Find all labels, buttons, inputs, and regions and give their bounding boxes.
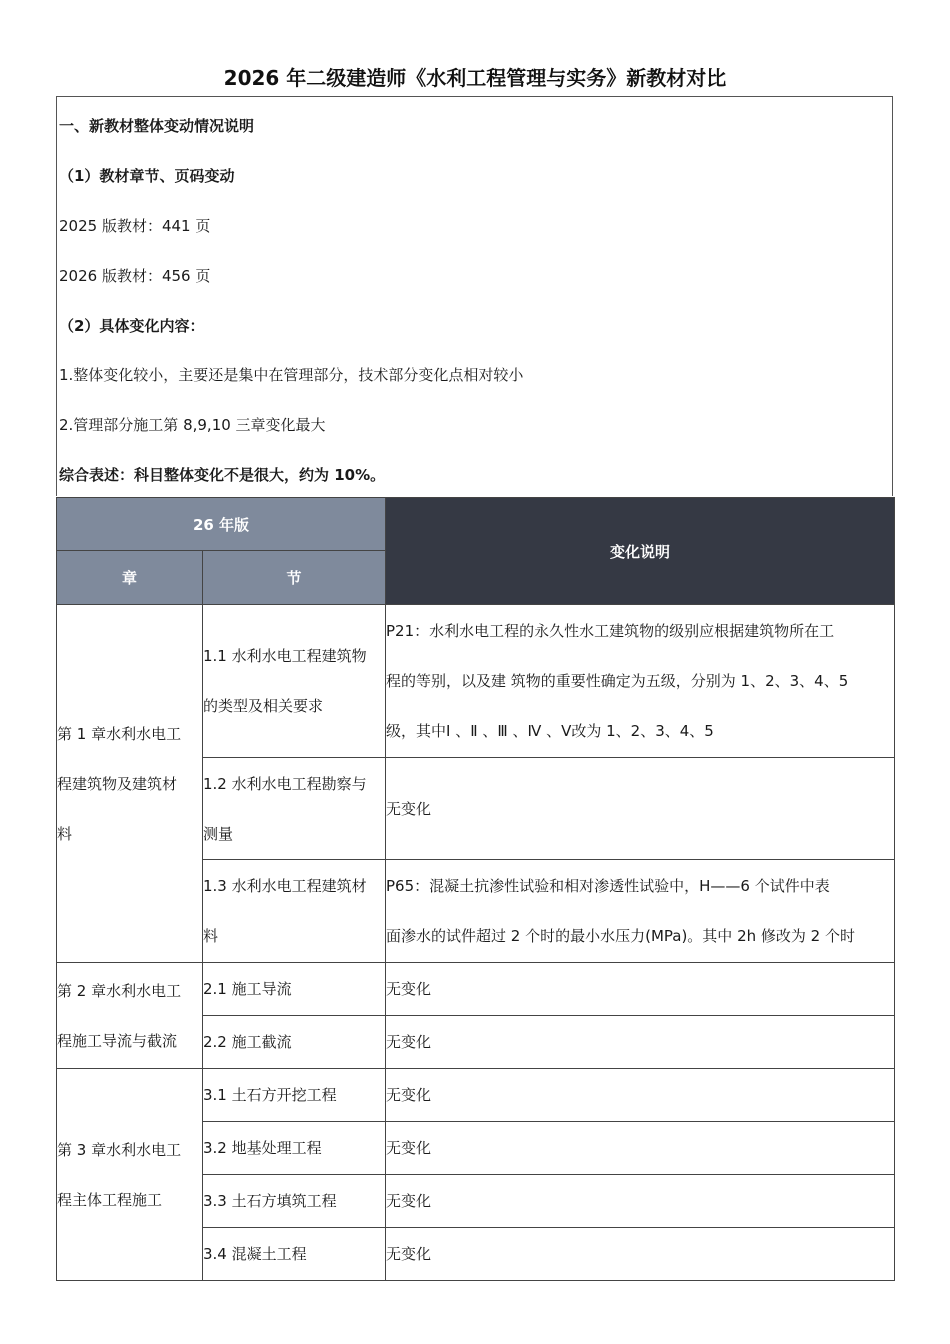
section-line: 3.3 土石方填筑工程 [203, 1192, 337, 1210]
change-line: 级，其中Ⅰ 、Ⅱ 、Ⅲ 、Ⅳ 、Ⅴ改为 1、2、3、4、5 [386, 722, 714, 740]
change-point-2: 2.管理部分施工第 8,9,10 三章变化最大 [59, 416, 326, 434]
section-heading: 一、新教材整体变动情况说明 [59, 117, 255, 135]
section-line: 的类型及相关要求 [203, 697, 324, 715]
section-cell [203, 1069, 386, 1122]
chapter-cell [57, 963, 203, 1069]
change-cell [386, 1016, 895, 1069]
section-cell [203, 860, 386, 963]
section-cell [203, 1016, 386, 1069]
change-cell [386, 605, 895, 758]
table-row [57, 1069, 895, 1122]
pages-2025: 2025 版教材：441 页 [59, 217, 211, 235]
section-cell [203, 1175, 386, 1228]
change-cell [386, 860, 895, 963]
change-line: 无变化 [386, 799, 432, 818]
chapter-line: 程施工导流与截流 [57, 1031, 178, 1050]
change-cell [386, 1122, 895, 1175]
table-row [57, 963, 895, 1016]
header-change: 变化说明 [386, 498, 895, 605]
pages-2026: 2026 版教材：456 页 [59, 267, 211, 285]
change-line: 无变化 [386, 1139, 432, 1157]
header-section: 节 [203, 551, 386, 605]
change-cell [386, 758, 895, 860]
change-line: 无变化 [386, 1245, 432, 1263]
section-line: 1.3 水利水电工程建筑材 [203, 877, 367, 895]
chapter-line: 第 2 章水利水电工 [57, 981, 182, 1000]
change-cell [386, 1175, 895, 1228]
chapter-line: 第 1 章水利水电工 [57, 724, 182, 743]
change-line: 无变化 [386, 1086, 432, 1104]
change-line: P65：混凝土抗渗性试验和相对渗透性试验中，H——6 个试件中表 [386, 877, 830, 895]
section-line: 2.1 施工导流 [203, 980, 292, 998]
chapter-cell [57, 605, 203, 963]
section-cell [203, 605, 386, 758]
section-line: 2.2 施工截流 [203, 1033, 292, 1051]
chapter-line: 程建筑物及建筑材 [57, 774, 178, 793]
header-edition: 26 年版 [57, 498, 386, 551]
section-line: 1.2 水利水电工程勘察与 [203, 774, 367, 793]
chapter-line: 料 [57, 824, 73, 843]
table-row [57, 605, 895, 758]
change-cell [386, 1069, 895, 1122]
section-cell [203, 1228, 386, 1281]
section-line: 测量 [203, 824, 234, 843]
section-cell [203, 758, 386, 860]
section-line: 1.1 水利水电工程建筑物 [203, 647, 367, 665]
section-line: 料 [203, 927, 219, 945]
change-line: 程的等别，以及建 筑物的重要性确定为五级，分别为 1、2、3、4、5 [386, 672, 849, 690]
comparison-table [56, 497, 895, 1281]
section-cell [203, 1122, 386, 1175]
intro-box [56, 96, 893, 496]
section-line: 3.4 混凝土工程 [203, 1245, 307, 1263]
section-cell [203, 963, 386, 1016]
section-line: 3.2 地基处理工程 [203, 1139, 322, 1157]
change-line: 面渗水的试件超过 2 个时的最小水压力(MPa)。其中 2h 修改为 2 个时 [386, 927, 855, 945]
chapter-cell [57, 1069, 203, 1281]
sub-heading-pages: （1）教材章节、页码变动 [59, 167, 235, 185]
change-point-1: 1.整体变化较小，主要还是集中在管理部分，技术部分变化点相对较小 [59, 366, 524, 384]
table-body [57, 605, 895, 1281]
change-line: 无变化 [386, 980, 432, 998]
sub-heading-changes: （2）具体变化内容： [59, 317, 205, 335]
change-line: 无变化 [386, 1033, 432, 1051]
section-line: 3.1 土石方开挖工程 [203, 1086, 337, 1104]
change-line: 无变化 [386, 1192, 432, 1210]
header-chapter: 章 [57, 551, 203, 605]
change-line: P21：水利水电工程的永久性水工建筑物的级别应根据建筑物所在工 [386, 622, 835, 640]
chapter-line: 第 3 章水利水电工 [57, 1140, 182, 1159]
document-title: 2026 年二级建造师《水利工程管理与实务》新教材对比 [223, 66, 727, 90]
summary: 综合表述：科目整体变化不是很大，约为 10%。 [59, 466, 386, 484]
change-cell [386, 1228, 895, 1281]
change-cell [386, 963, 895, 1016]
chapter-line: 程主体工程施工 [57, 1190, 163, 1209]
